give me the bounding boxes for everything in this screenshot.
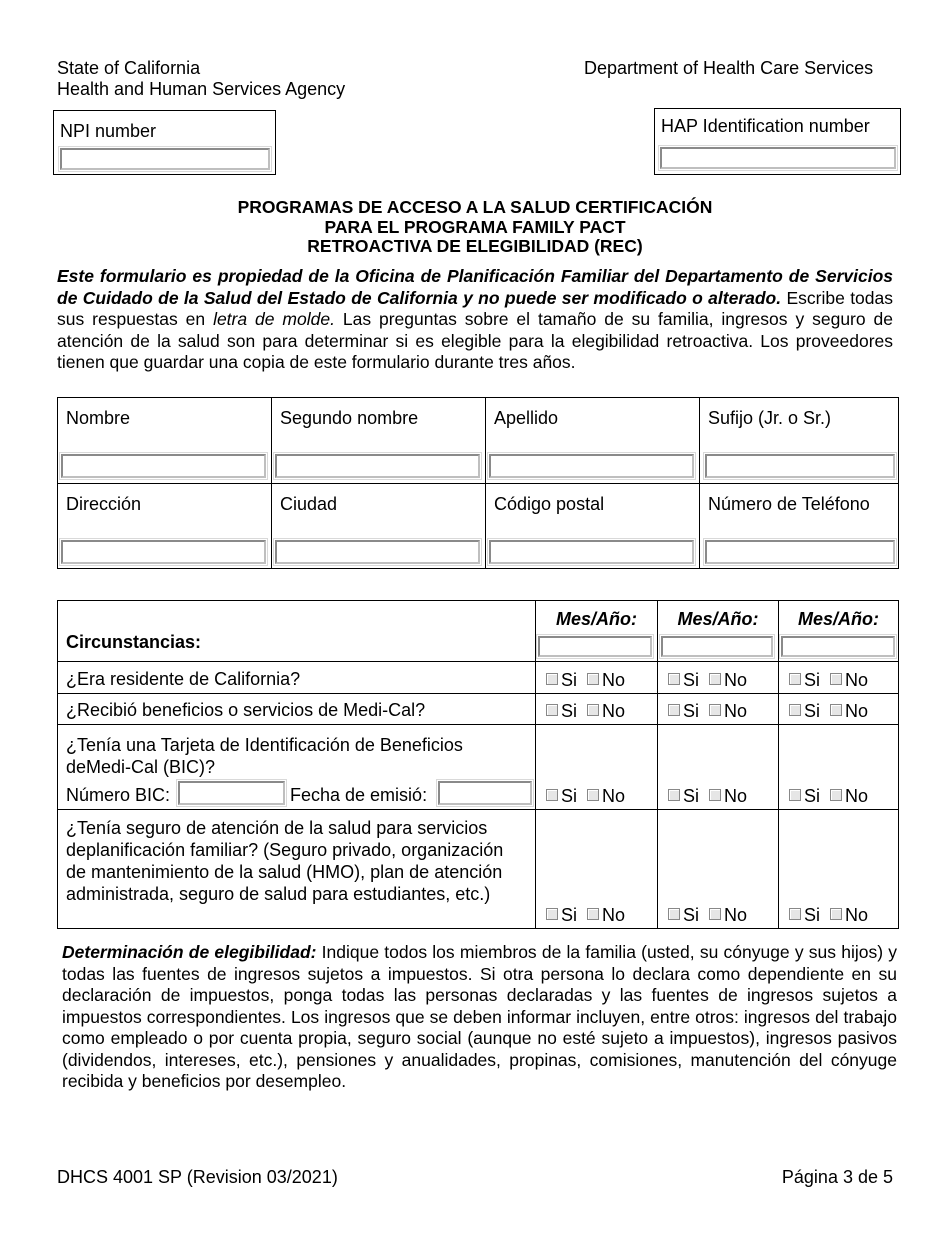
yes-label: Si: [683, 701, 700, 721]
middle-name-label: Segundo nombre: [280, 408, 419, 428]
q-insurance-choices-2: [668, 905, 747, 926]
no-label: No: [845, 786, 869, 806]
month-input-3[interactable]: [781, 636, 895, 657]
no-checkbox[interactable]: [709, 789, 721, 801]
q-insurance: ¿Tenía seguro de atención de la salud para servicios deplanificación familiar? (Seguro privado, organización de mantenimiento de la salud (HMO), plan de atención administrada, seguro de salud para estudiantes, etc.): [66, 818, 504, 904]
state-name: State of California: [57, 58, 201, 78]
no-checkbox[interactable]: [830, 704, 842, 716]
q-bic-choices-2: [668, 786, 747, 807]
q-resident-choices-3: [789, 670, 868, 691]
yes-label: Si: [561, 786, 578, 806]
no-checkbox[interactable]: [830, 673, 842, 685]
bic-number-input[interactable]: [178, 781, 285, 805]
q-resident-col-1: [536, 662, 658, 694]
phone-label: Número de Teléfono: [708, 494, 870, 514]
issue-date-label: Fecha de emisió:: [290, 785, 428, 805]
q-resident-col-2: [658, 662, 779, 694]
yes-label: Si: [561, 670, 578, 690]
q-bic-col-3: [779, 725, 899, 810]
yes-checkbox[interactable]: [668, 789, 680, 801]
npi-label: NPI number: [60, 121, 157, 141]
yes-checkbox[interactable]: [668, 704, 680, 716]
yes-checkbox[interactable]: [789, 908, 801, 920]
month-input-1[interactable]: [538, 636, 652, 657]
no-label: No: [845, 701, 869, 721]
q-bic-choices-3: [789, 786, 868, 807]
agency-name: Health and Human Services Agency: [57, 79, 346, 99]
yes-checkbox[interactable]: [789, 789, 801, 801]
q-insurance-choices-3: [789, 905, 868, 926]
circumstances-header-cell: [58, 601, 536, 662]
suffix-label: Sufijo (Jr. o Sr.): [708, 408, 832, 428]
form-title-line-1: PROGRAMAS DE ACCESO A LA SALUD CERTIFICACIÓN: [237, 197, 713, 217]
intro-print-note: letra de molde.: [213, 309, 335, 329]
q-insurance-col-3: [779, 810, 899, 929]
city-label: Ciudad: [280, 494, 338, 514]
month-label-1: Mes/Año:: [556, 609, 637, 629]
q-bic-col-1: [536, 725, 658, 810]
q-medical-choices-2: [668, 701, 747, 722]
q-insurance-cell: [58, 810, 536, 929]
no-checkbox[interactable]: [830, 789, 842, 801]
intro-notice: Este formulario es propiedad de la Oficina de Planificación Familiar del Departamento de Servicios de Cuidado de la Salud del Estado de California y no puede ser modificado o alterado.: [57, 266, 893, 308]
q-resident-col-3: [779, 662, 899, 694]
q-bic-choices-1: [546, 786, 625, 807]
q-bic: ¿Tenía una Tarjeta de Identificación de Beneficios deMedi-Cal (BIC)?: [66, 735, 463, 777]
no-label: No: [602, 905, 626, 925]
yes-label: Si: [561, 905, 578, 925]
page-number: Página 3 de 5: [781, 1167, 893, 1187]
yes-label: Si: [683, 670, 700, 690]
suffix-cell: [700, 398, 899, 484]
yes-checkbox[interactable]: [789, 704, 801, 716]
month-label-2: Mes/Año:: [677, 609, 759, 629]
first-name-label: Nombre: [66, 408, 131, 428]
month-label-3: Mes/Año:: [798, 609, 879, 629]
yes-label: Si: [804, 905, 821, 925]
q-medical-choices-3: [789, 701, 868, 722]
address-input[interactable]: [61, 540, 266, 564]
no-checkbox[interactable]: [587, 704, 599, 716]
month-col-2: [658, 601, 779, 662]
circumstances-table: [57, 600, 899, 929]
no-checkbox[interactable]: [709, 908, 721, 920]
no-label: No: [602, 670, 626, 690]
q-bic-col-2: [658, 725, 779, 810]
month-input-2[interactable]: [661, 636, 773, 657]
q-medical-choices-1: [546, 701, 625, 722]
suffix-input[interactable]: [705, 454, 895, 478]
no-label: No: [602, 701, 626, 721]
form-title-line-2: PARA EL PROGRAMA FAMILY PACT: [324, 217, 626, 237]
phone-input[interactable]: [705, 540, 895, 564]
q-resident-choices-1: [546, 670, 625, 691]
department-name: Department of Health Care Services: [584, 58, 874, 78]
no-checkbox[interactable]: [830, 908, 842, 920]
eligibility-text: Indique todos los miembros de la familia (usted, su cónyuge y sus hijos) y todas las fuentes de ingresos sujetos a impuestos. Si otra persona lo declara como dependiente en su declaración de impuestos, ponga todas las personas declaradas y las fuentes de ingresos sujetos a impuestos correspondientes. Los ingresos que se deben informar incluyen, entre otros: ingresos del trabajo como empleado o por cuenta propia, seguro social (aunque no esté sujeto a impuestos), ingresos pasivos (dividendos, intereses, etc.), pensiones y anualidades, propinas, comisiones, manutención del cónyuge recibida y beneficios por desempleo.: [62, 942, 897, 1091]
hap-label: HAP Identification number: [661, 116, 870, 136]
q-resident-cell: [58, 662, 536, 694]
first-name-input[interactable]: [61, 454, 266, 478]
month-col-3: [779, 601, 899, 662]
intro-text-2: Las preguntas sobre el tamaño de su familia, ingresos y seguro de atención de la salud son para determinar si es elegible para la elegibilidad retroactiva. Los proveedores tienen que guardar una copia de este formulario durante tres años.: [57, 309, 893, 372]
q-medical: ¿Recibió beneficios o servicios de Medi-Cal?: [66, 700, 426, 720]
q-medical-col-1: [536, 694, 658, 725]
q-medical-col-3: [779, 694, 899, 725]
no-checkbox[interactable]: [587, 908, 599, 920]
yes-checkbox[interactable]: [789, 673, 801, 685]
middle-name-input[interactable]: [275, 454, 480, 478]
address-cell: [58, 484, 272, 569]
yes-label: Si: [683, 905, 700, 925]
yes-label: Si: [804, 786, 821, 806]
phone-cell: [700, 484, 899, 569]
yes-checkbox[interactable]: [546, 673, 558, 685]
q-resident-choices-2: [668, 670, 747, 691]
month-col-1: [536, 601, 658, 662]
q-bic-cell: [58, 725, 536, 810]
q-resident: ¿Era residente de California?: [66, 669, 301, 689]
no-label: No: [602, 786, 626, 806]
no-label: No: [845, 905, 869, 925]
last-name-label: Apellido: [494, 408, 559, 428]
yes-label: Si: [804, 670, 821, 690]
no-label: No: [845, 670, 869, 690]
yes-checkbox[interactable]: [668, 673, 680, 685]
npi-input[interactable]: [60, 148, 270, 170]
form-title-line-3: RETROACTIVA DE ELEGIBILIDAD (REC): [307, 236, 643, 256]
city-cell: [272, 484, 486, 569]
eligibility-heading: Determinación de elegibilidad:: [62, 942, 317, 962]
issue-date-input[interactable]: [438, 781, 532, 805]
no-label: No: [724, 786, 748, 806]
q-medical-col-2: [658, 694, 779, 725]
middle-name-cell: [272, 398, 486, 484]
yes-checkbox[interactable]: [668, 908, 680, 920]
personal-info-table: [57, 397, 899, 569]
yes-checkbox[interactable]: [546, 908, 558, 920]
first-name-cell: [58, 398, 272, 484]
yes-checkbox[interactable]: [546, 789, 558, 801]
zip-cell: [486, 484, 700, 569]
yes-checkbox[interactable]: [546, 704, 558, 716]
zip-label: Código postal: [494, 494, 605, 514]
last-name-input[interactable]: [489, 454, 694, 478]
intro-paragraph: [57, 266, 893, 374]
no-label: No: [724, 905, 748, 925]
no-checkbox[interactable]: [709, 673, 721, 685]
no-label: No: [724, 701, 748, 721]
bic-number-label: Número BIC:: [66, 785, 171, 805]
npi-box: [53, 110, 276, 175]
q-medical-cell: [58, 694, 536, 725]
zip-input[interactable]: [489, 540, 694, 564]
yes-label: Si: [804, 701, 821, 721]
no-checkbox[interactable]: [709, 704, 721, 716]
eligibility-paragraph: [62, 942, 897, 1093]
intro-text-1: Escribe todas sus respuestas en: [57, 287, 894, 329]
no-checkbox[interactable]: [587, 673, 599, 685]
no-label: No: [724, 670, 748, 690]
address-label: Dirección: [66, 494, 142, 514]
yes-label: Si: [561, 701, 578, 721]
q-insurance-choices-1: [546, 905, 625, 926]
last-name-cell: [486, 398, 700, 484]
q-insurance-col-2: [658, 810, 779, 929]
circumstances-header: Circunstancias:: [66, 632, 202, 652]
hap-input[interactable]: [660, 147, 896, 169]
hap-box: [654, 108, 901, 175]
no-checkbox[interactable]: [587, 789, 599, 801]
form-id: DHCS 4001 SP (Revision 03/2021): [57, 1167, 338, 1187]
q-insurance-col-1: [536, 810, 658, 929]
city-input[interactable]: [275, 540, 480, 564]
yes-label: Si: [683, 786, 700, 806]
